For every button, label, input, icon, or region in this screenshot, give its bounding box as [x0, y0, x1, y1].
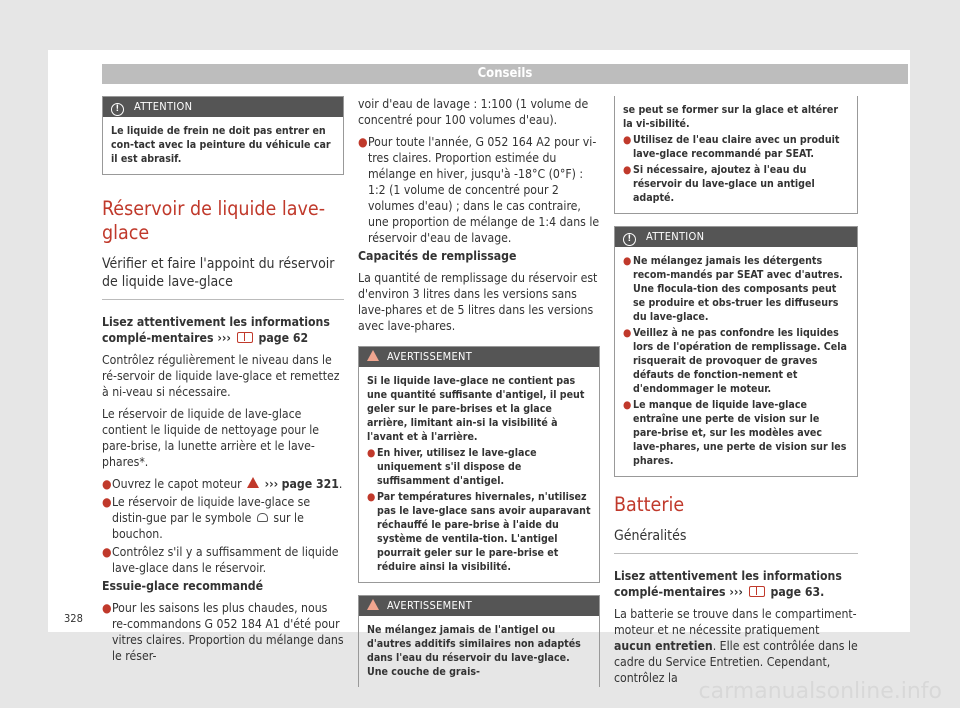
attention-header	[103, 97, 343, 117]
list-item	[623, 163, 849, 205]
bullet-icon: ●	[623, 255, 632, 267]
paragraph	[614, 606, 858, 686]
bullet-text: Le manque de liquide lave-glace entraîne une perte de vision sur le pare-brise et, sur les modèles avec lave-phares, une perte de vision sur les phares.	[633, 399, 847, 467]
warning-body	[359, 616, 599, 687]
section-title: Batterie	[614, 493, 685, 516]
intro-text: Lisez attentivement les informations complé-mentaires	[102, 315, 330, 345]
subsection-title: Vérifier et faire l'appoint du réservoir de liquide lave-glace	[102, 255, 344, 300]
info-icon: !	[623, 233, 636, 246]
warning-box-continued	[614, 96, 858, 214]
subsection-title: Généralités	[614, 527, 858, 554]
bullet-icon: ●	[102, 495, 112, 509]
bullet-text: Par températures hivernales, n'utilisez pas le lave-glace sans avoir auparavant réchauffé le pare-brise à l'aide du système de ventila-tion. L'antigel pourrait geler sur le pare-brise et réduire ainsi la visibilité.	[377, 491, 591, 573]
page-reference-link[interactable]: page 62	[258, 331, 309, 345]
attention-box	[614, 226, 858, 477]
list-item	[623, 133, 849, 161]
bullet-icon: ●	[623, 134, 632, 146]
warning-triangle-icon	[367, 599, 379, 610]
warning-label: AVERTISSEMENT	[387, 599, 473, 612]
column-left	[102, 96, 344, 666]
warning-text: Si le liquide lave-glace ne contient pas une quantité suffisante d'antigel, il peut geler sur le pare-brises et la glace arrière, limitant ain-si la visibilité à l'avant et à l'arrière.	[367, 375, 585, 443]
page-reference-link[interactable]: page 63	[770, 585, 821, 599]
page-reference-link[interactable]: page 321	[281, 477, 339, 491]
manual-page	[48, 50, 910, 685]
attention-header	[615, 227, 857, 247]
warning-header	[359, 347, 599, 367]
bullet-text: Utilisez de l'eau claire avec un produit lave-glace recommandé par SEAT.	[633, 134, 840, 160]
washer-fluid-icon	[257, 513, 268, 522]
warning-triangle-icon	[367, 350, 379, 361]
warning-triangle-icon	[247, 477, 259, 488]
bullet-icon: ●	[623, 327, 632, 339]
intro-paragraph	[614, 568, 858, 600]
bullet-text: Ne mélangez jamais les détergents recom-mandés par SEAT avec d'autres. Une flocula-tion des composants peut se produire et obs-truer les diffuseurs du lave-glace.	[633, 255, 843, 323]
bullet-text: Ouvrez le capot moteur	[112, 477, 242, 491]
bullet-text: Contrôlez s'il y a suffisamment de liquide lave-glace dans le réservoir.	[112, 545, 339, 575]
attention-box	[102, 96, 344, 175]
attention-body	[615, 247, 857, 476]
paragraph: La quantité de remplissage du réservoir est d'environ 3 litres dans les versions sans lave-phares et de 5 litres dans les versions avec lave-phares.	[358, 271, 598, 333]
intro-text: Lisez attentivement les informations complé-mentaires	[614, 569, 842, 599]
capacities-title: Capacités de remplissage	[358, 249, 517, 263]
list-item	[102, 476, 344, 492]
paragraph-text: . Elle est contrôlée dans le cadre du Service Entretien. Cependant, contrôlez la	[614, 639, 858, 685]
list-item	[623, 326, 849, 396]
watermark: carmanualsonline.info	[698, 679, 942, 704]
list-item	[358, 134, 600, 246]
list-item	[623, 398, 849, 468]
book-icon	[237, 332, 253, 343]
bullet-text: Pour les saisons les plus chaudes, nous re-commandons G 052 184 A1 d'été pour vitres claires. Proportion du mélange dans le réser-	[112, 601, 344, 663]
bullet-icon: ●	[102, 545, 112, 559]
bullet-text: Veillez à ne pas confondre les liquides lors de l'opération de remplissage. Cela risquerait de provoquer de graves défauts de fonction-nement et d'endommager le moteur.	[633, 327, 847, 395]
warning-body	[615, 96, 857, 213]
bullet-icon: ●	[367, 447, 376, 459]
bullet-text: Le réservoir de liquide lave-glace se distin-gue par le symbole	[112, 495, 311, 525]
warning-body	[359, 367, 599, 582]
page-number: 328	[64, 612, 83, 625]
paragraph: voir d'eau de lavage : 1:100 (1 volume de concentré pour 100 volumes d'eau).	[358, 97, 589, 127]
attention-label: ATTENTION	[646, 230, 705, 243]
list-item	[102, 544, 344, 576]
info-icon: !	[111, 103, 124, 116]
ref-arrows: ›››	[217, 331, 231, 345]
bullet-icon: ●	[623, 164, 632, 176]
chapter-header: Conseils	[102, 64, 908, 84]
bullet-text: Si nécessaire, ajoutez à l'eau du réservoir du lave-glace un antigel adapté.	[633, 164, 815, 204]
bullet-icon: ●	[367, 491, 376, 503]
column-middle	[358, 96, 600, 699]
book-icon	[749, 586, 765, 597]
bullet-icon: ●	[623, 399, 632, 411]
punctuation: .	[820, 585, 825, 599]
intro-paragraph	[102, 314, 344, 346]
warning-text: se peut se former sur la glace et altérer la vi-sibilité.	[623, 104, 839, 130]
warning-text: Ne mélangez jamais de l'antigel ou d'autres additifs similaires non adaptés dans l'eau du réservoir du lave-glace. Une couche de grais-	[367, 624, 581, 678]
attention-label: ATTENTION	[134, 100, 193, 113]
warning-label: AVERTISSEMENT	[387, 350, 473, 363]
bullet-text: En hiver, utilisez le lave-glace uniquement s'il dispose de suffisamment d'antigel.	[377, 447, 537, 487]
bullet-text: sur le bouchon.	[112, 511, 304, 541]
punctuation: .	[338, 477, 343, 491]
ref-arrows: ›››	[264, 477, 279, 491]
list-item	[102, 600, 344, 664]
emphasis-text: aucun entretien	[614, 639, 713, 653]
list-item	[367, 446, 591, 488]
column-right	[614, 96, 858, 692]
bullet-icon: ●	[102, 477, 112, 491]
list-item	[102, 494, 344, 542]
bullet-icon: ●	[358, 135, 368, 149]
bullet-icon: ●	[102, 601, 112, 615]
list-item	[367, 490, 591, 574]
warning-box	[358, 346, 600, 583]
paragraph-text: La batterie se trouve dans le compartiment-moteur et ne nécessite pratiquement	[614, 607, 857, 637]
attention-body	[103, 117, 343, 174]
ref-arrows: ›››	[729, 585, 743, 599]
warning-box	[358, 595, 600, 687]
section-title: Réservoir de liquide lave-glace	[102, 197, 326, 244]
list-item	[623, 254, 849, 324]
paragraph: Contrôlez régulièrement le niveau dans le ré-servoir de liquide lave-glace et remettez à ni-veau si nécessaire.	[102, 353, 340, 399]
bullet-text: Pour toute l'année, G 052 164 A2 pour vi-tres claires. Proportion estimée du mélange en hiver, jusqu'à -18°C (0°F) : 1:2 (1 volume de concentré pour 2 volumes d'eau) ; dans le cas contraire, une proportion de mélange de 1:4 dans le réservoir d'eau de lavage.	[368, 135, 600, 245]
warning-header	[359, 596, 599, 616]
paragraph: Le réservoir de liquide de lave-glace contient le liquide de nettoyage pour le pare-brise, la lunette arrière et le lave-phares*.	[102, 407, 320, 469]
attention-text: Le liquide de frein ne doit pas entrer en con-tact avec la peinture du véhicule car il est abrasif.	[111, 125, 331, 165]
recommended-title: Essuie-glace recommandé	[102, 579, 264, 593]
